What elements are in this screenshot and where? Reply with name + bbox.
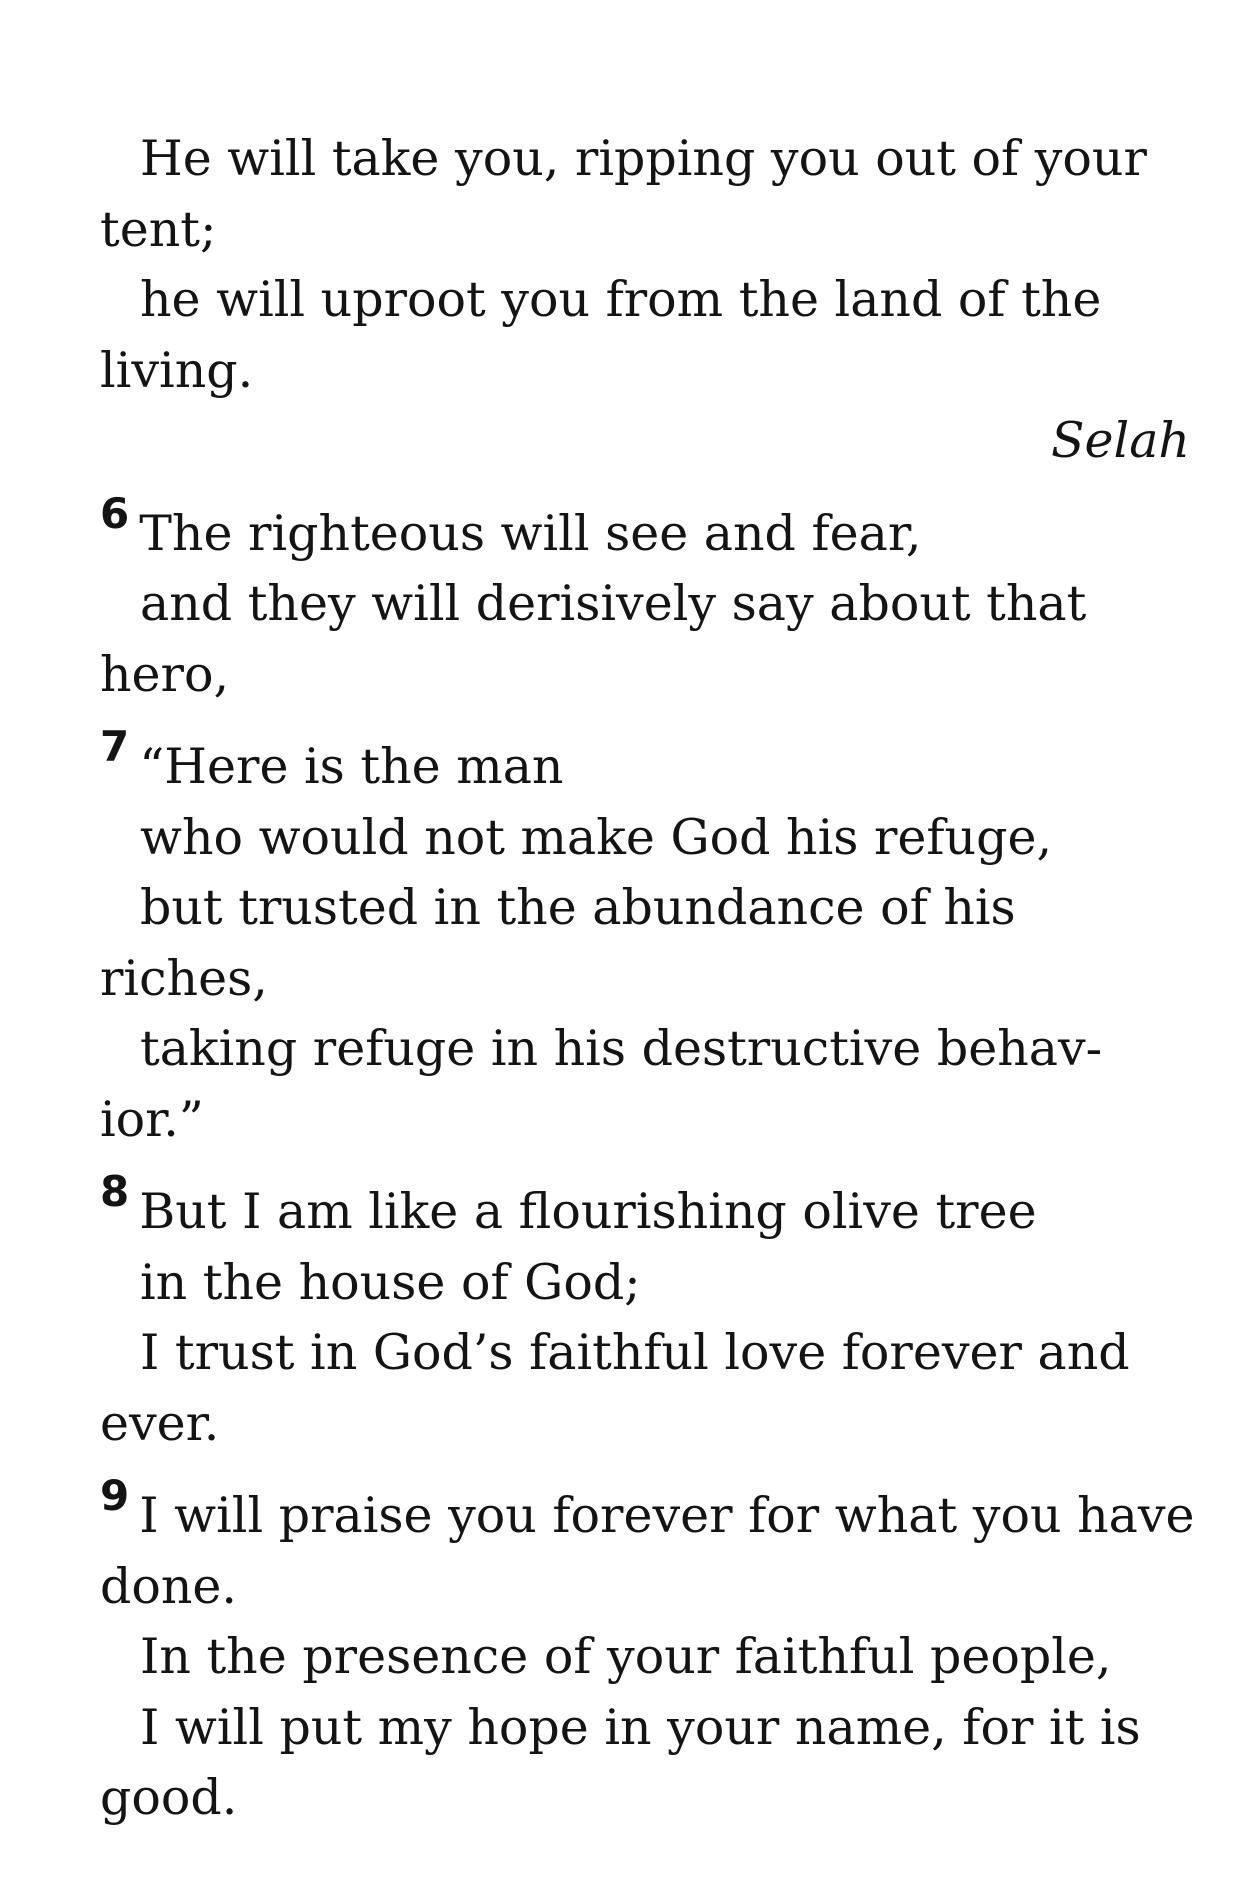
verse-7-first-line [100, 722, 1190, 803]
text-line: he will uproot you from the land of the [140, 271, 1102, 328]
verse-9-first-line [100, 1471, 1195, 1552]
verse-number: 9 [100, 1471, 130, 1520]
text-line: in the house of God; [140, 1253, 641, 1311]
text-line: hero, [100, 645, 230, 703]
verse-6-first-line [100, 488, 1190, 570]
verse-number: 6 [100, 488, 130, 538]
text-line: ior.” [100, 1090, 204, 1148]
verse-number: 7 [100, 722, 130, 771]
verse-text: “Here is the man [139, 738, 564, 795]
text-line: and they will derisively say about that [140, 575, 1087, 632]
text-line: done. [100, 1557, 237, 1615]
text-line: I will put my hope in your name, for it is [140, 1698, 1141, 1756]
text-line: who would not make God his refuge, [140, 808, 1053, 866]
text-line: good. [100, 1769, 238, 1826]
text-line: In the presence of your faithful people, [140, 1628, 1112, 1685]
selah-marker: Selah [1050, 412, 1190, 469]
scripture-text [100, 124, 1195, 1834]
text-line: riches, [100, 949, 268, 1007]
verse-text: The righteous will see and fear, [139, 504, 922, 562]
verse-text: But I am like a flourishing olive tree [139, 1183, 1037, 1240]
verse-8-first-line [100, 1167, 1190, 1248]
text-line: I trust in God’s faithful love forever and [140, 1324, 1130, 1381]
text-line: taking refuge in his destructive behav- [140, 1020, 1103, 1077]
text-line: ever. [100, 1394, 220, 1452]
verse-number: 8 [100, 1167, 130, 1216]
text-line: living. [100, 341, 254, 399]
text-line: He will take you, ripping you out of your [140, 130, 1147, 187]
verse-text: I will praise you forever for what you have [139, 1487, 1195, 1544]
text-line: tent; [100, 200, 217, 258]
text-line: but trusted in the abundance of his [140, 879, 1016, 936]
